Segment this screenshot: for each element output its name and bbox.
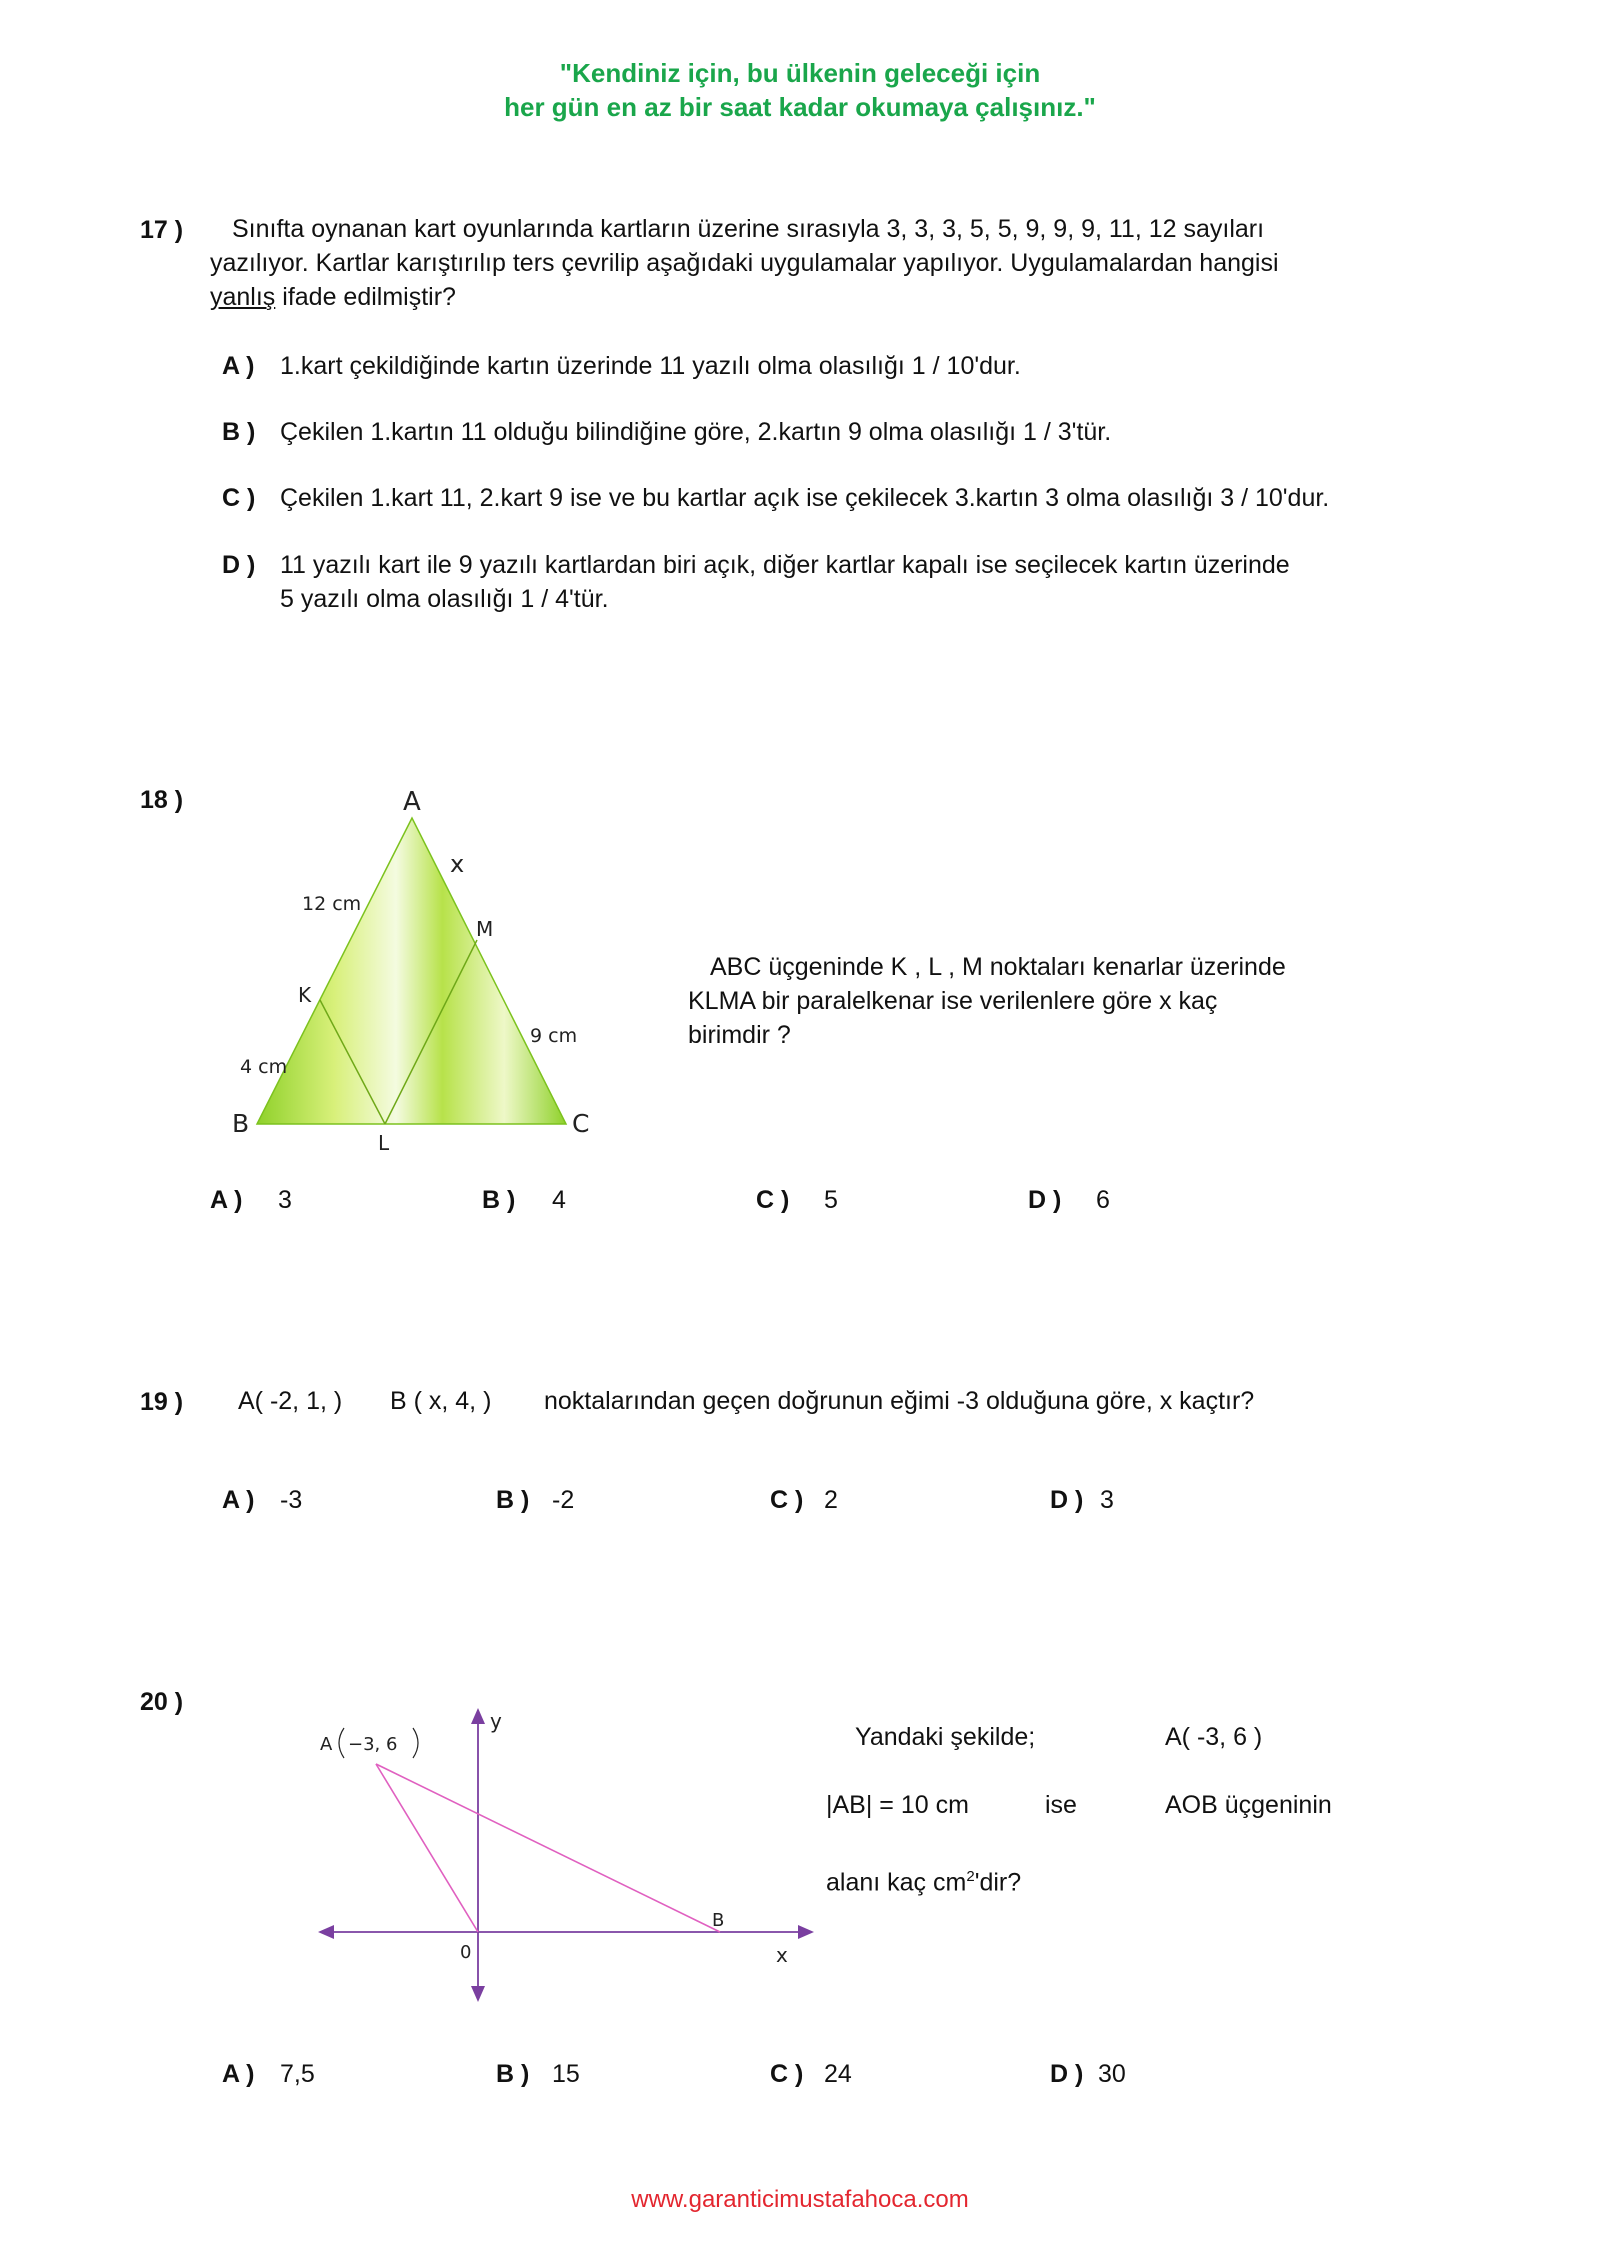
question-number: 20 ) — [140, 1688, 184, 1716]
label-k: K — [298, 983, 312, 1007]
question-text-a: Yandaki şekilde; — [855, 1723, 1036, 1751]
option-letter-b: B ) — [496, 1486, 530, 1514]
label-9cm: 9 cm — [530, 1025, 578, 1047]
option-letter-a: A ) — [222, 352, 255, 380]
question-text-c: |AB| = 10 cm — [826, 1791, 969, 1819]
right-paren — [413, 1728, 418, 1758]
option-text-a: -3 — [280, 1486, 303, 1514]
question-text-f1: alanı kaç cm — [826, 1868, 967, 1897]
option-letter-d: D ) — [1028, 1186, 1062, 1214]
question-text-line2: yazılıyor. Kartlar karıştırılıp ters çevrilip aşağıdaki uygulamalar yapılıyor. Uygulamalardan hangisi — [210, 249, 1279, 277]
option-text-a: 3 — [278, 1186, 292, 1214]
coord-a: −3, 6 — [348, 1734, 398, 1755]
option-letter-c: C ) — [756, 1186, 790, 1214]
label-m: M — [476, 917, 494, 941]
label-x: x — [776, 1943, 788, 1967]
footer-url[interactable]: www.garanticimustafahoca.com — [631, 2186, 969, 2213]
option-letter-b: B ) — [482, 1186, 516, 1214]
question-number: 19 ) — [140, 1388, 184, 1416]
label-o: 0 — [460, 1942, 472, 1963]
question-text-d: ise — [1045, 1791, 1077, 1819]
question-number: 17 ) — [140, 216, 184, 244]
y-axis-down-arrow — [471, 1986, 485, 2002]
triangle-abc — [257, 818, 566, 1124]
option-text-b: 4 — [552, 1186, 566, 1214]
label-a: A — [320, 1734, 333, 1755]
label-12cm: 12 cm — [302, 893, 362, 915]
option-text-b: 15 — [552, 2060, 580, 2088]
label-x: x — [450, 850, 465, 878]
question-text-line1: Sınıfta oynanan kart oyunlarında kartların üzerine sırasıyla 3, 3, 3, 5, 5, 9, 9, 9, 11, 12 sayıları — [232, 215, 1265, 243]
question-text-line3: birimdir ? — [688, 1021, 791, 1049]
x-axis-left-arrow — [318, 1925, 334, 1939]
option-text-d-line2: 5 yazılı olma olasılığı 1 / 4'tür. — [280, 585, 609, 613]
option-letter-a: A ) — [210, 1186, 243, 1214]
option-text-c: 5 — [824, 1186, 838, 1214]
option-text-d: 6 — [1096, 1186, 1110, 1214]
header-quote-line1: "Kendiniz için, bu ülkenin geleceği için — [559, 58, 1041, 88]
option-text-d: 11 yazılı kart ile 9 yazılı kartlardan biri açık, diğer kartlar kapalı ise seçilecek kartın üzerinde — [280, 551, 1290, 579]
point-a: A( -2, 1, ) — [238, 1387, 343, 1415]
question-text-line3 — [210, 280, 456, 314]
option-letter-b: B ) — [222, 418, 256, 446]
y-axis-up-arrow — [471, 1708, 485, 1724]
question-text-b: A( -3, 6 ) — [1165, 1723, 1263, 1751]
superscript-2: 2 — [966, 1868, 975, 1885]
point-b: B ( x, 4, ) — [390, 1387, 492, 1415]
option-text-a: 7,5 — [280, 2060, 315, 2088]
label-b: B — [712, 1910, 725, 1931]
option-letter-b: B ) — [496, 2060, 530, 2088]
option-letter-d: D ) — [1050, 2060, 1084, 2088]
triangle-figure — [220, 780, 620, 1160]
option-text-b: -2 — [552, 1486, 575, 1514]
x-axis-right-arrow — [798, 1925, 814, 1939]
option-letter-c: C ) — [770, 2060, 804, 2088]
header-quote-line2: her gün en az bir saat kadar okumaya çalışınız." — [504, 92, 1096, 122]
question-text-f — [826, 1860, 1021, 1899]
option-text-c: 2 — [824, 1486, 838, 1514]
label-c: C — [572, 1109, 590, 1138]
option-letter-c: C ) — [222, 484, 256, 512]
question-text: noktalarından geçen doğrunun eğimi -3 olduğuna göre, x kaçtır? — [544, 1387, 1255, 1415]
question-text-line1: ABC üçgeninde K , L , M noktaları kenarlar üzerinde — [710, 953, 1286, 981]
option-letter-c: C ) — [770, 1486, 804, 1514]
option-letter-d: D ) — [1050, 1486, 1084, 1514]
label-l: L — [378, 1131, 390, 1155]
label-a: A — [403, 787, 421, 817]
label-4cm: 4 cm — [240, 1056, 288, 1078]
question-text-rest: ifade edilmiştir? — [275, 283, 456, 311]
coordinate-figure — [300, 1700, 820, 2010]
label-b: B — [232, 1109, 250, 1138]
option-letter-a: A ) — [222, 2060, 255, 2088]
question-text-f2: 'dir? — [974, 1868, 1022, 1897]
option-text-b: Çekilen 1.kartın 11 olduğu bilindiğine göre, 2.kartın 9 olma olasılığı 1 / 3'tür. — [280, 418, 1112, 446]
question-number: 18 ) — [140, 786, 184, 814]
option-text-a: 1.kart çekildiğinde kartın üzerinde 11 yazılı olma olasılığı 1 / 10'dur. — [280, 352, 1021, 380]
question-text-e: AOB üçgeninin — [1165, 1791, 1332, 1819]
underlined-word: yanlış — [210, 283, 276, 311]
option-text-c: Çekilen 1.kart 11, 2.kart 9 ise ve bu kartlar açık ise çekilecek 3.kartın 3 olma olasılığı 3 / 10'dur. — [280, 484, 1330, 512]
option-letter-d: D ) — [222, 551, 256, 579]
label-y: y — [490, 1709, 502, 1733]
option-text-c: 24 — [824, 2060, 852, 2088]
option-text-d: 30 — [1098, 2060, 1126, 2088]
left-paren — [339, 1728, 344, 1758]
option-letter-a: A ) — [222, 1486, 255, 1514]
option-text-d: 3 — [1100, 1486, 1114, 1514]
question-text-line2: KLMA bir paralelkenar ise verilenlere göre x kaç — [688, 987, 1218, 1015]
